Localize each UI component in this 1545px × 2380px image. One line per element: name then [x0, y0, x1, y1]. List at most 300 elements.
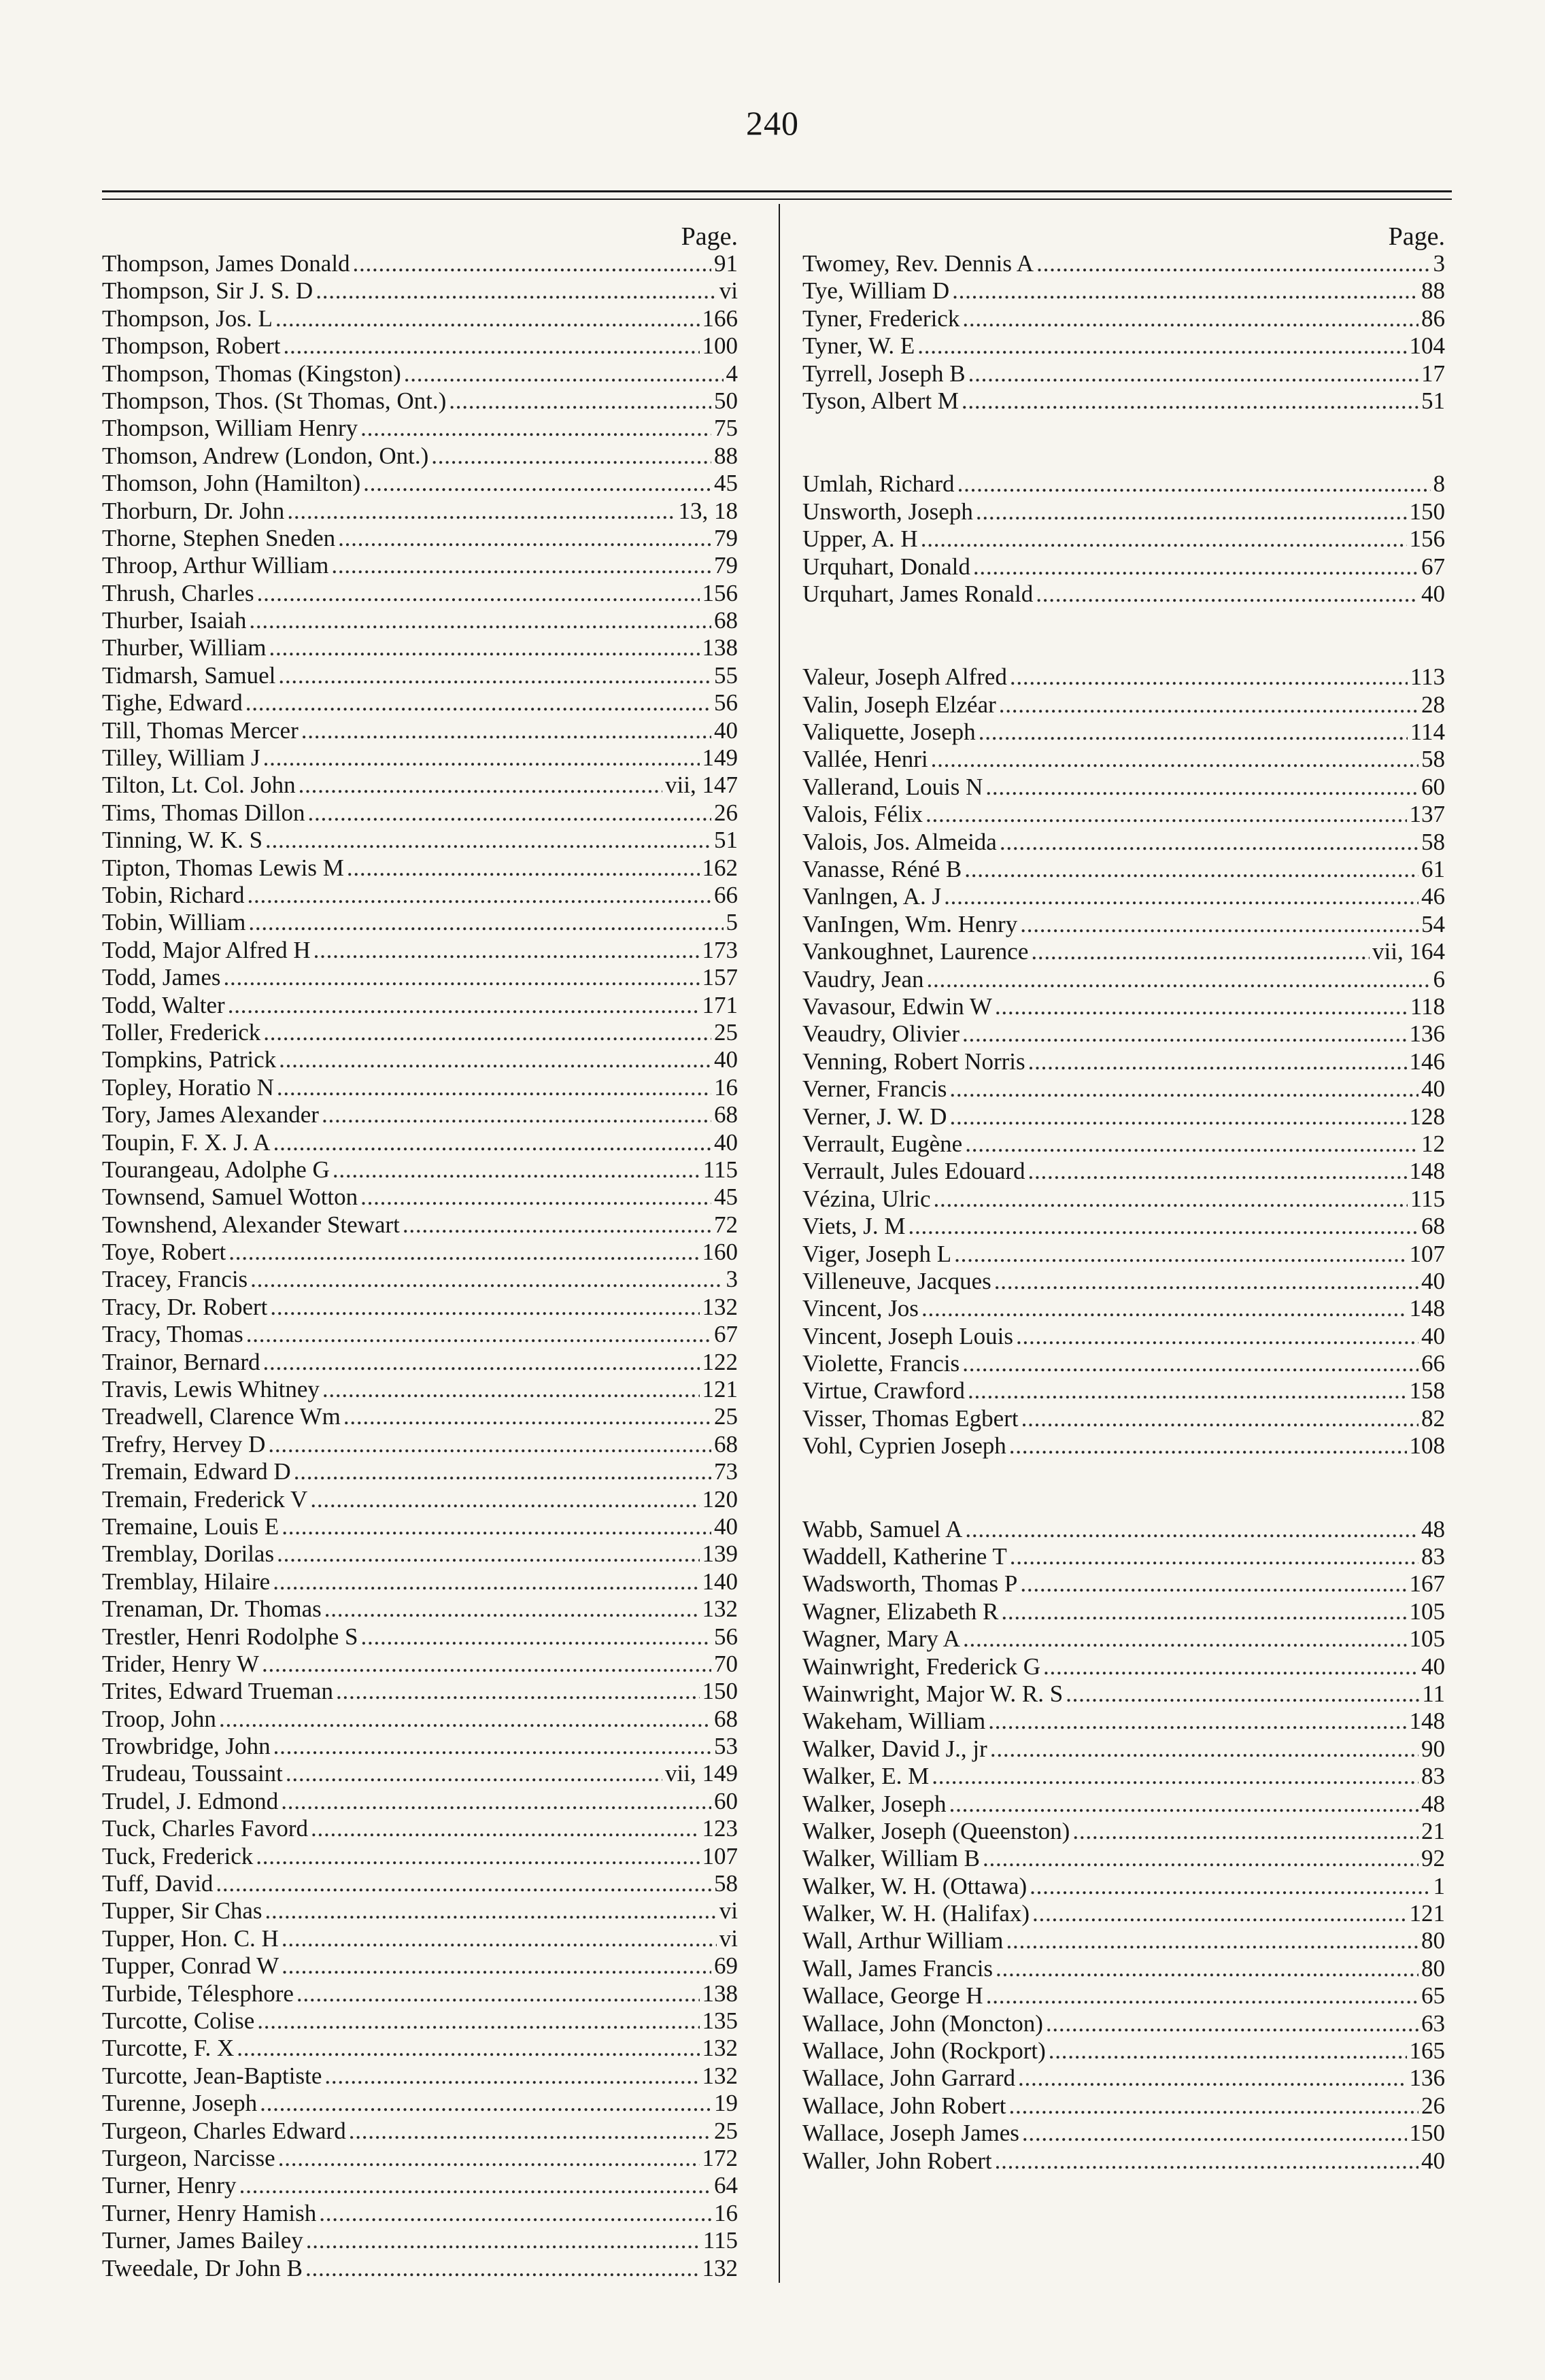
dot-leader [313, 937, 700, 964]
index-entry [102, 1211, 738, 1239]
entry-page: 160 [702, 1239, 738, 1266]
entry-page: 80 [1421, 1927, 1445, 1954]
dot-leader [1022, 2120, 1407, 2147]
entry-name: Umlah, Richard [802, 470, 955, 498]
entry-name: Thurber, Isaiah [102, 607, 247, 634]
entry-page: vii, 164 [1372, 938, 1445, 965]
entry-name: Tobin, William [102, 909, 246, 936]
index-entry [802, 498, 1445, 525]
index-entry [802, 856, 1445, 883]
entry-page: 132 [702, 1596, 738, 1623]
index-entry [802, 1405, 1445, 1432]
entry-page: 16 [714, 1073, 738, 1101]
index-entry [802, 1625, 1445, 1653]
entry-page: 68 [714, 1101, 738, 1128]
index-entry [802, 1268, 1445, 1295]
entry-name: Wainwright, Major W. R. S [802, 1680, 1064, 1707]
index-entry [102, 689, 738, 717]
index-entry [102, 1870, 738, 1897]
entry-name: Vallerand, Louis N [802, 773, 983, 800]
index-entry [102, 1540, 738, 1568]
entry-name: Tuck, Charles Favord [102, 1815, 309, 1842]
dot-leader [1016, 1323, 1419, 1350]
entry-name: Tidmarsh, Samuel [102, 661, 276, 689]
entry-name: Virtue, Crawford [802, 1377, 965, 1404]
entry-name: Tilton, Lt. Col. John [102, 772, 296, 799]
dot-leader [319, 2200, 711, 2227]
index-entry [802, 1350, 1445, 1377]
dot-leader [404, 360, 724, 387]
index-entry [102, 1980, 738, 2007]
dot-leader [968, 360, 1419, 387]
entry-page: 121 [702, 1376, 738, 1403]
index-entry [102, 525, 738, 552]
entry-name: Thompson, William Henry [102, 415, 358, 442]
entry-name: Turner, Henry Hamish [102, 2199, 317, 2226]
index-entry [802, 1845, 1445, 1872]
entry-name: Vanasse, Réné B [802, 856, 962, 883]
dot-leader [949, 1791, 1419, 1818]
index-entry [102, 580, 738, 607]
entry-name: Tye, William D [802, 277, 950, 305]
entry-page: 139 [702, 1540, 738, 1568]
entry-name: Urquhart, Donald [802, 553, 970, 580]
index-entry [102, 1129, 738, 1156]
dot-leader [308, 799, 711, 827]
dot-leader [248, 909, 723, 936]
dot-leader [249, 607, 711, 634]
index-entry [102, 1046, 738, 1073]
index-entry [102, 744, 738, 772]
index-entry [102, 1952, 738, 1980]
entry-page: 148 [1409, 1708, 1445, 1735]
entry-name: Walker, Joseph [802, 1790, 947, 1817]
entry-name: Vallée, Henri [802, 746, 928, 773]
dot-leader [306, 2227, 700, 2254]
index-entry [802, 1432, 1445, 1460]
entry-page: 100 [702, 332, 738, 360]
entry-page: 113 [1410, 663, 1445, 691]
entry-page: 138 [702, 634, 738, 661]
index-entry [102, 277, 738, 305]
entry-name: Wallace, Joseph James [802, 2120, 1019, 2147]
entry-page: 91 [714, 250, 738, 277]
entry-page: 83 [1421, 1763, 1445, 1790]
index-entry [802, 1295, 1445, 1322]
dot-leader [305, 2255, 700, 2282]
dot-leader [263, 744, 700, 772]
entry-name: Thomson, John (Hamilton) [102, 470, 361, 497]
entry-page: 156 [702, 579, 738, 606]
entry-page: 150 [702, 1678, 738, 1705]
index-entry [102, 1184, 738, 1211]
entry-name: Urquhart, James Ronald [802, 580, 1034, 607]
index-entry [802, 2037, 1445, 2065]
dot-leader [957, 470, 1431, 498]
letter-group [802, 250, 1445, 415]
entry-name: Turbide, Télesphore [102, 1980, 294, 2007]
dot-leader [324, 2063, 699, 2090]
index-entry [102, 1486, 738, 1513]
index-entry [102, 772, 738, 799]
entry-page: 25 [714, 1403, 738, 1430]
dot-leader [273, 1129, 711, 1156]
dot-leader [360, 415, 711, 442]
dot-leader [360, 1623, 711, 1651]
entry-page: 61 [1421, 856, 1445, 883]
dot-leader [934, 1186, 1408, 1213]
entry-page: 17 [1421, 360, 1445, 387]
entry-page: 128 [1409, 1103, 1445, 1130]
entry-page: 136 [1409, 2065, 1445, 2092]
page-column-header: Page. [1388, 222, 1445, 251]
entry-page: 150 [1409, 498, 1445, 525]
dot-leader [310, 1486, 699, 1513]
entry-page: 50 [714, 387, 738, 414]
entry-name: Todd, Major Alfred H [102, 936, 311, 963]
dot-leader [921, 1295, 1407, 1322]
dot-leader [277, 1540, 699, 1568]
entry-page: 132 [702, 2062, 738, 2089]
dot-leader [228, 992, 700, 1019]
entry-name: Tobin, Richard [102, 881, 245, 908]
entry-name: Wallace, John Robert [802, 2092, 1006, 2119]
dot-leader [270, 1294, 699, 1321]
entry-name: Turner, James Bailey [102, 2227, 303, 2254]
index-entry [802, 911, 1445, 938]
entry-name: Vohl, Cyprien Joseph [802, 1432, 1006, 1460]
entry-page: 3 [1433, 250, 1445, 277]
entry-name: Vankoughnet, Laurence [802, 938, 1029, 965]
entry-page: 156 [1409, 525, 1445, 553]
index-entry [102, 1788, 738, 1815]
entry-page: 70 [714, 1650, 738, 1677]
letter-gap [802, 1460, 1445, 1516]
dot-leader [949, 1103, 1406, 1131]
index-entry [802, 1241, 1445, 1268]
entry-name: Travis, Lewis Whitney [102, 1376, 320, 1403]
dot-leader [1008, 2092, 1419, 2120]
entry-name: Venning, Robert Norris [802, 1048, 1025, 1075]
header-rule [102, 190, 1452, 192]
dot-leader [247, 882, 711, 909]
dot-leader [962, 1350, 1419, 1377]
index-entry [802, 993, 1445, 1020]
entry-name: Tremaine, Louis E [102, 1513, 279, 1540]
entry-page: 51 [714, 827, 738, 854]
entry-name: Todd, Walter [102, 991, 225, 1018]
index-entry [102, 443, 738, 470]
dot-leader [257, 2007, 699, 2035]
dot-leader [1036, 250, 1430, 277]
entry-name: Townshend, Alexander Stewart [102, 1211, 400, 1238]
index-entry [802, 663, 1445, 691]
entry-name: Thompson, Jos. L [102, 305, 273, 332]
index-entry [802, 1791, 1445, 1818]
entry-page: 68 [714, 1430, 738, 1458]
entry-name: Valin, Joseph Elzéar [802, 691, 996, 718]
entry-page: 67 [714, 1321, 738, 1348]
entry-page: 55 [714, 661, 738, 689]
dot-leader [1030, 1873, 1430, 1900]
letter-gap [802, 415, 1445, 470]
entry-name: Tilley, William J [102, 744, 260, 772]
entry-page: 148 [1409, 1295, 1445, 1322]
dot-leader [965, 1516, 1419, 1543]
index-entry [802, 774, 1445, 801]
index-entry [102, 1678, 738, 1705]
dot-leader [333, 1156, 700, 1184]
entry-page: 45 [714, 1184, 738, 1211]
index-entry [102, 855, 738, 882]
dot-leader [996, 1955, 1419, 1982]
entry-name: Viets, J. M [802, 1213, 906, 1240]
index-entry [802, 801, 1445, 828]
letter-group [802, 663, 1445, 1460]
index-entry [802, 966, 1445, 993]
dot-leader [927, 966, 1431, 993]
dot-leader [1000, 829, 1419, 856]
dot-leader [237, 2035, 699, 2062]
dot-leader [279, 1046, 711, 1073]
dot-leader [250, 1266, 723, 1293]
dot-leader [921, 525, 1407, 553]
index-entry [102, 360, 738, 387]
dot-leader [316, 277, 717, 305]
index-entry [802, 883, 1445, 910]
entry-page: 40 [714, 1513, 738, 1540]
entry-name: Verner, J. W. D [802, 1103, 947, 1130]
dot-leader [331, 552, 711, 579]
entry-page: 121 [1409, 1900, 1445, 1927]
entry-name: Verrault, Jules Edouard [802, 1158, 1025, 1185]
dot-leader [353, 250, 711, 277]
entry-name: Tracy, Dr. Robert [102, 1293, 268, 1320]
index-entry [102, 1376, 738, 1403]
dot-leader [1032, 1900, 1406, 1927]
entry-page: 149 [702, 744, 738, 772]
entry-name: Thompson, Robert [102, 332, 281, 360]
index-entry [802, 1323, 1445, 1350]
dot-leader [1066, 1680, 1419, 1708]
entry-page: 132 [702, 2254, 738, 2281]
dot-leader [999, 691, 1419, 719]
dot-leader [257, 580, 700, 607]
entry-page: 79 [714, 524, 738, 551]
entry-page: 66 [1421, 1350, 1445, 1377]
index-entry [802, 387, 1445, 415]
entry-page: 108 [1409, 1432, 1445, 1460]
dot-leader [983, 1845, 1419, 1872]
entry-name: Townsend, Samuel Wotton [102, 1184, 358, 1211]
entry-page: 53 [714, 1733, 738, 1760]
entry-name: Vézina, Ulric [802, 1185, 931, 1212]
entry-name: Thompson, Thos. (St Thomas, Ont.) [102, 387, 447, 414]
index-entry [102, 2145, 738, 2172]
entry-name: Vanlngen, A. J [802, 883, 942, 910]
index-entry [102, 2063, 738, 2090]
index-entry [102, 717, 738, 744]
entry-name: Verner, Francis [802, 1075, 947, 1103]
dot-leader [994, 1268, 1419, 1295]
entry-page: 68 [714, 1705, 738, 1732]
entry-page: 88 [714, 442, 738, 469]
dot-leader [265, 827, 711, 854]
entry-name: Villeneuve, Jacques [802, 1267, 991, 1294]
index-entry [802, 2065, 1445, 2092]
entry-page: 60 [1421, 773, 1445, 800]
entry-name: Tremblay, Hilaire [102, 1568, 271, 1595]
entry-page: 107 [1409, 1240, 1445, 1267]
entry-page: 58 [1421, 746, 1445, 773]
entry-page: vi [719, 1897, 738, 1925]
index-entry [102, 332, 738, 360]
entry-page: 69 [714, 1952, 738, 1980]
index-entry [102, 1733, 738, 1760]
entry-name: Trefry, Hervey D [102, 1430, 266, 1458]
entry-name: Tyner, W. E [802, 332, 915, 360]
index-entry [802, 2120, 1445, 2147]
index-entry [102, 1596, 738, 1623]
dot-leader [1001, 1598, 1406, 1625]
entry-page: 171 [702, 991, 738, 1018]
dot-leader [931, 746, 1419, 773]
index-entry [802, 829, 1445, 856]
index-entry [102, 992, 738, 1019]
entry-page: 58 [714, 1870, 738, 1897]
entry-name: Tweedale, Dr John B [102, 2254, 303, 2281]
dot-leader [322, 1101, 711, 1128]
entry-page: 115 [702, 2227, 738, 2254]
dot-leader [219, 1706, 711, 1733]
entry-page: 166 [702, 305, 738, 332]
entry-page: 92 [1421, 1845, 1445, 1872]
entry-name: Wallace, John (Moncton) [802, 2010, 1043, 2037]
index-entry [102, 470, 738, 497]
dot-leader [1010, 1543, 1419, 1570]
entry-name: Twomey, Rev. Dennis A [802, 250, 1034, 277]
entry-page: 122 [702, 1348, 738, 1375]
index-entry [102, 1019, 738, 1046]
entry-name: Treadwell, Clarence Wm [102, 1403, 341, 1430]
index-entry [102, 1513, 738, 1540]
index-entry [802, 1927, 1445, 1954]
entry-page: 5 [726, 909, 738, 936]
entry-name: Tory, James Alexander [102, 1101, 319, 1128]
index-entry [102, 1843, 738, 1870]
entry-page: vii, 147 [665, 772, 738, 799]
dot-leader [932, 1763, 1419, 1790]
entry-page: 25 [714, 1018, 738, 1046]
entry-name: Walker, Joseph (Queenston) [802, 1817, 1070, 1844]
entry-page: 40 [1421, 1075, 1445, 1103]
entry-name: Toller, Frederick [102, 1018, 261, 1046]
entry-page: 51 [1421, 387, 1445, 414]
entry-page: 56 [714, 1623, 738, 1650]
dot-leader [949, 1075, 1419, 1103]
entry-name: Vincent, Joseph Louis [802, 1322, 1013, 1349]
index-entry [802, 691, 1445, 719]
entry-name: Violette, Francis [802, 1350, 960, 1377]
entry-name: Vavasour, Edwin W [802, 993, 992, 1020]
index-entry [802, 305, 1445, 332]
entry-page: 137 [1409, 801, 1445, 828]
index-groups [802, 250, 1445, 2175]
entry-page: 1 [1433, 1872, 1445, 1899]
index-entry [802, 581, 1445, 608]
dot-leader [965, 1131, 1419, 1158]
index-entry [102, 1156, 738, 1184]
dot-leader [431, 443, 711, 470]
dot-leader [322, 1376, 700, 1403]
index-entry [102, 964, 738, 991]
dot-leader [995, 2148, 1419, 2175]
dot-leader [917, 332, 1406, 360]
entry-name: Turgeon, Charles Edward [102, 2117, 346, 2144]
dot-leader [277, 1074, 711, 1101]
entry-name: Tighe, Edward [102, 689, 243, 717]
dot-leader [278, 662, 711, 689]
index-entry [102, 1349, 738, 1376]
index-entry [102, 2035, 738, 2062]
entry-name: Wagner, Mary A [802, 1625, 960, 1653]
index-entry [802, 1213, 1445, 1240]
entry-name: Vincent, Jos [802, 1295, 919, 1322]
entry-name: Till, Thomas Mercer [102, 717, 299, 744]
entry-name: Thrush, Charles [102, 579, 254, 606]
dot-leader [349, 2118, 711, 2145]
dot-leader [263, 1349, 700, 1376]
entry-page: 65 [1421, 1982, 1445, 2010]
index-entry [102, 2227, 738, 2254]
entry-page: 40 [1421, 1653, 1445, 1680]
entry-page: 40 [1421, 2147, 1445, 2174]
index-entry [102, 305, 738, 332]
entry-name: Tinning, W. K. S [102, 827, 263, 854]
dot-leader [260, 2090, 711, 2117]
index-entry [102, 498, 738, 525]
index-entry [802, 1736, 1445, 1763]
dot-leader [275, 305, 700, 332]
entry-page: 86 [1421, 305, 1445, 332]
dot-leader [1072, 1818, 1419, 1845]
entry-page: 173 [702, 936, 738, 963]
entry-name: Thompson, Sir J. S. D [102, 277, 313, 305]
entry-page: 82 [1421, 1404, 1445, 1432]
dot-leader [973, 553, 1419, 581]
entry-name: Thomson, Andrew (London, Ont.) [102, 442, 429, 469]
index-entry [802, 553, 1445, 581]
index-entry [802, 1075, 1445, 1103]
dot-leader [263, 1019, 711, 1046]
dot-leader [239, 2172, 711, 2199]
entry-page: 48 [1421, 1515, 1445, 1542]
entry-page: 16 [714, 2199, 738, 2226]
entry-page: 40 [714, 717, 738, 744]
dot-leader [990, 1736, 1419, 1763]
entry-page: 3 [726, 1266, 738, 1293]
entry-name: Turgeon, Narcisse [102, 2144, 275, 2171]
dot-leader [273, 1733, 711, 1760]
index-entry [802, 1048, 1445, 1075]
entry-name: Tompkins, Patrick [102, 1046, 277, 1073]
entry-page: 114 [1410, 719, 1445, 746]
entry-page: 21 [1421, 1817, 1445, 1844]
index-entry [802, 1763, 1445, 1790]
entry-name: Walker, W. H. (Halifax) [802, 1900, 1030, 1927]
entry-name: Toye, Robert [102, 1239, 226, 1266]
entry-name: Verrault, Eugène [802, 1130, 963, 1157]
